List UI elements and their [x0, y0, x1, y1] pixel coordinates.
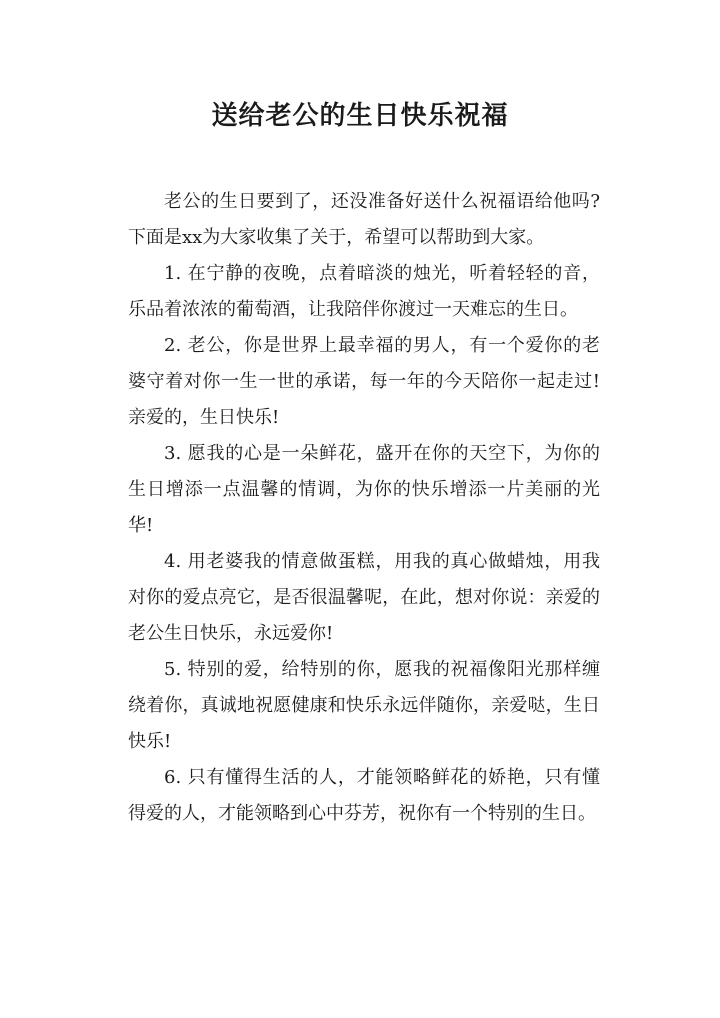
wish-paragraph-4: 4. 用老婆我的情意做蛋糕，用我的真心做蜡烛，用我对你的爱点亮它，是否很温馨呢，在此，想对你说：亲爱的老公生日快乐，永远爱你! [128, 551, 600, 644]
wish-paragraph-6: 6. 只有懂得生活的人，才能领略鲜花的娇艳，只有懂得爱的人，才能领略到心中芬芳，祝你有一个特别的生日。 [128, 767, 600, 824]
document-title: 送给老公的生日快乐祝福 [211, 101, 509, 131]
document-body [128, 184, 600, 832]
wish-paragraph-3: 3. 愿我的心是一朵鲜花，盛开在你的天空下，为你的生日增添一点温馨的情调，为你的快乐增添一片美丽的光华! [128, 443, 600, 536]
wish-paragraph-2: 2. 老公，你是世界上最幸福的男人，有一个爱你的老婆守着对你一生一世的承诺，每一年的今天陪你一起走过!亲爱的，生日快乐! [128, 335, 600, 428]
wish-paragraph-1: 1. 在宁静的夜晚，点着暗淡的烛光，听着轻轻的音，乐品着浓浓的葡萄酒，让我陪伴你渡过一天难忘的生日。 [128, 263, 600, 320]
intro-paragraph: 老公的生日要到了，还没准备好送什么祝福语给他吗?下面是xx为大家收集了关于，希望可以帮助到大家。 [128, 191, 600, 248]
wish-paragraph-5: 5. 特别的爱，给特别的你，愿我的祝福像阳光那样缠绕着你，真诚地祝愿健康和快乐永远伴随你，亲爱哒，生日快乐! [128, 659, 600, 752]
